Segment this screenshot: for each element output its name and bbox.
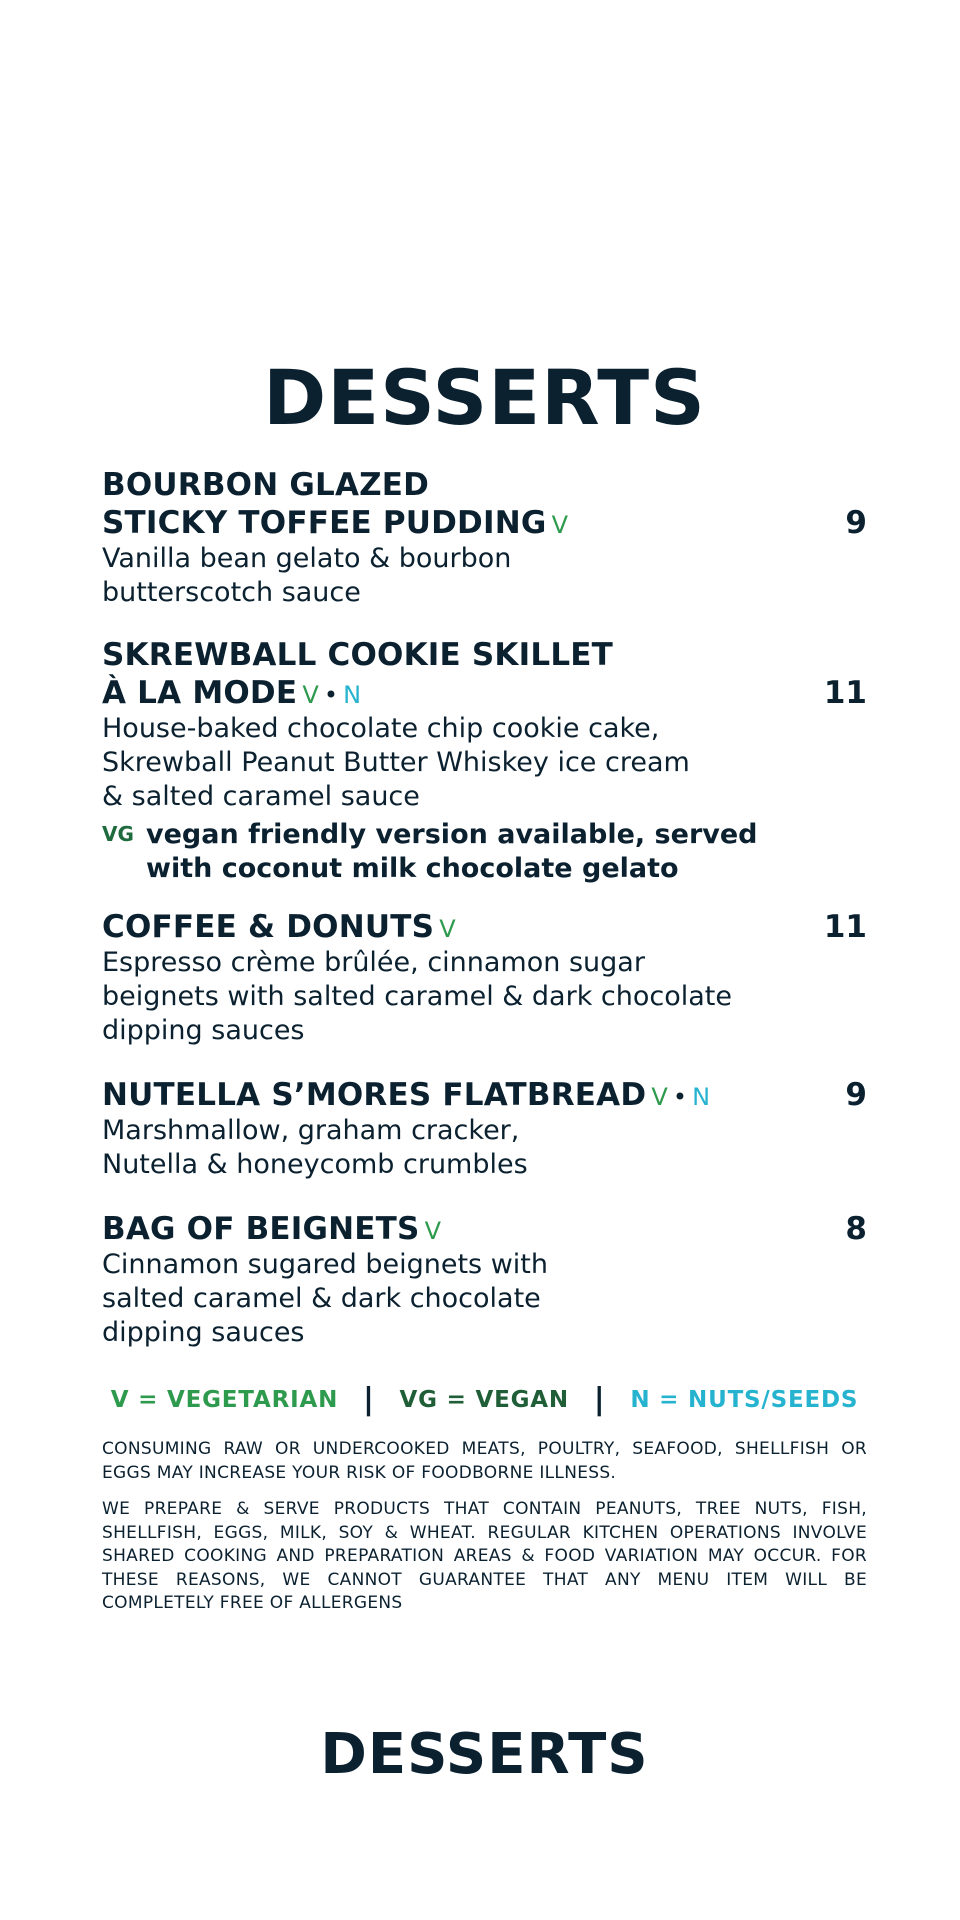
item-price: 8 (845, 1211, 867, 1247)
item-price: 9 (845, 505, 867, 541)
menu-item-skrewball-cookie-skillet (102, 636, 867, 886)
menu-item-coffee-donuts (102, 908, 867, 1048)
vegan-note (102, 818, 867, 886)
item-description-line: dipping sauces (102, 1317, 305, 1348)
item-name-line2: À LA MODE (102, 675, 298, 711)
nuts-tag: N (343, 681, 362, 709)
item-description-line: Cinnamon sugared beignets with (102, 1249, 548, 1280)
item-price: 9 (845, 1077, 867, 1113)
vegetarian-tag: V (302, 681, 319, 709)
item-description-line: Marshmallow, graham cracker, (102, 1115, 520, 1146)
menu-item-sticky-toffee-pudding (102, 466, 867, 610)
vegan-tag: VG (102, 822, 134, 846)
menu-item-nutella-smores-flatbread (102, 1076, 867, 1182)
legend-separator: | (362, 1382, 375, 1417)
vegetarian-tag: V (651, 1083, 668, 1111)
item-description-line: & salted caramel sauce (102, 781, 420, 812)
item-name: COFFEE & DONUTS (102, 909, 435, 945)
item-description-line: butterscotch sauce (102, 577, 361, 608)
legend-separator: | (593, 1382, 606, 1417)
legend-vegetarian: V = VEGETARIAN (110, 1387, 339, 1413)
item-description-line: dipping sauces (102, 1015, 305, 1046)
item-price: 11 (823, 909, 867, 945)
nuts-tag: N (692, 1083, 711, 1111)
bottom-title: DESSERTS (320, 1722, 649, 1787)
tag-separator: • (672, 1083, 688, 1111)
item-name-line1: SKREWBALL COOKIE SKILLET (102, 637, 614, 673)
item-description-line: Skrewball Peanut Butter Whiskey ice cream (102, 747, 690, 778)
page-title: DESSERTS (263, 353, 706, 442)
vegetarian-tag: V (551, 511, 569, 539)
item-name: BAG OF BEIGNETS (102, 1211, 420, 1247)
allergen-disclaimer: WE PREPARE & SERVE PRODUCTS THAT CONTAIN PEANUTS, TREE NUTS, FISH, SHELLFISH, EGGS, MILK, SOY & WHEAT. REGULAR KITCHEN OPERATIONS INVOLVE SHARED COOKING AND PREPARATION AREAS & FOOD VARIATION MAY OCCUR. FOR THESE REASONS, WE CANNOT GUARANTEE THAT ANY MENU ITEM WILL BE COMPLETELY FREE OF ALLERGENS (102, 1499, 867, 1613)
item-description-line: House-baked chocolate chip cookie cake, (102, 713, 660, 744)
item-name-line1: BOURBON GLAZED (102, 467, 430, 503)
vegetarian-tag: V (439, 915, 456, 943)
legend-nuts-seeds: N = NUTS/SEEDS (630, 1387, 859, 1413)
item-description-line: beignets with salted caramel & dark chocolate (102, 981, 733, 1012)
item-name-line2: STICKY TOFFEE PUDDING (102, 505, 547, 541)
menu-item-bag-of-beignets (102, 1210, 867, 1350)
foodborne-illness-disclaimer: CONSUMING RAW OR UNDERCOOKED MEATS, POULTRY, SEAFOOD, SHELLFISH OR EGGS MAY INCREASE YOUR RISK OF FOODBORNE ILLNESS. (102, 1439, 867, 1483)
vegetarian-tag: V (424, 1217, 442, 1245)
item-description-line: Vanilla bean gelato & bourbon (102, 543, 512, 574)
legend-vegan: VG = VEGAN (399, 1387, 569, 1413)
item-description-line: Espresso crème brûlée, cinnamon sugar (102, 947, 645, 978)
item-description-line: salted caramel & dark chocolate (102, 1283, 541, 1314)
item-price: 11 (823, 675, 867, 711)
item-name: NUTELLA S’MORES FLATBREAD (102, 1077, 647, 1113)
tag-separator: • (323, 681, 338, 709)
item-description-line: Nutella & honeycomb crumbles (102, 1149, 528, 1180)
vegan-note-line: with coconut milk chocolate gelato (146, 853, 679, 884)
vegan-note-line: vegan friendly version available, served (146, 819, 758, 850)
dietary-legend (102, 1380, 867, 1415)
